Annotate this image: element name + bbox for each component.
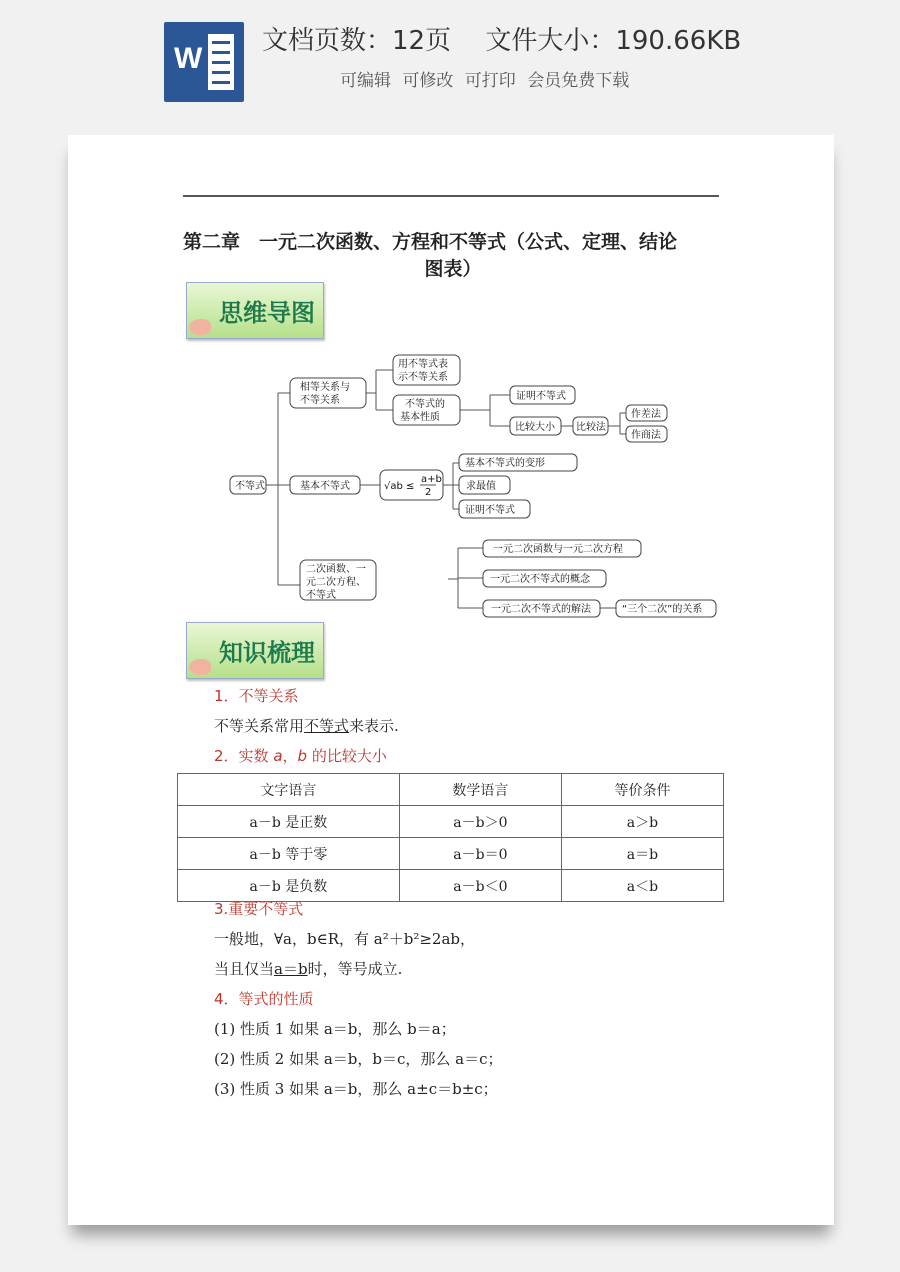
document-info-subtitle: 可编辑 可修改 可打印 会员免费下载 [340,71,630,91]
header-rule [183,195,719,197]
table-cell: a－b 是负数 [178,870,400,902]
svg-text:比较法: 比较法 [576,422,606,433]
word-document-icon: W [164,22,244,102]
chapter-title: 第二章 一元二次函数、方程和不等式（公式、定理、结论 图表） [183,231,678,280]
pointing-hand-icon [189,319,211,335]
table-cell: a＞b [561,806,723,838]
table-cell: a－b＝0 [399,838,561,870]
table-cell: a＜b [561,870,723,902]
svg-text:作差法: 作差法 [631,409,661,420]
svg-text:二次函数、一: 二次函数、一 [306,564,366,575]
table-cell: a－b 是正数 [178,806,400,838]
table-cell: a－b＜0 [399,870,561,902]
table-cell: a＝b [561,838,723,870]
section-2-heading: 2．实数 a，b 的比较大小 [214,747,387,765]
svg-text:基本不等式: 基本不等式 [300,481,350,492]
section-1-heading: 1．不等关系 [214,687,299,705]
table-header-cell: 等价条件 [561,774,723,806]
svg-text:证明不等式: 证明不等式 [516,391,566,402]
svg-text:一元二次不等式的解法: 一元二次不等式的解法 [491,604,591,615]
pointing-hand-icon [189,659,211,675]
document-page [68,135,834,1225]
svg-text:用不等式表: 用不等式表 [398,359,448,370]
section-3-line-2: 当且仅当a＝b时，等号成立. [214,960,403,978]
table-row [178,838,724,870]
svg-text:作商法: 作商法 [631,430,661,441]
section-4-heading: 4．等式的性质 [214,990,314,1008]
table-row [178,870,724,902]
svg-text:比较大小: 比较大小 [515,422,555,433]
property-item: (3) 性质 3 如果 a＝b，那么 a±c＝b±c； [214,1080,498,1098]
svg-text:“三个二次”的关系: “三个二次”的关系 [622,604,703,615]
svg-text:证明不等式: 证明不等式 [465,505,515,516]
svg-text:√ab ≤: √ab ≤ [384,481,415,492]
svg-text:一元二次不等式的概念: 一元二次不等式的概念 [490,574,590,585]
document-info-title: 文档页数：12页 文件大小：190.66KB [262,26,742,56]
svg-text:2: 2 [425,487,432,498]
table-row [178,806,724,838]
svg-text:不等式的: 不等式的 [405,399,445,410]
section-3-line-1: 一般地，∀a，b∈R，有 a²＋b²≥2ab， [214,930,475,948]
section-1-text: 不等关系常用不等式来表示. [214,717,399,735]
comparison-table [177,773,724,902]
section-3-heading: 3.重要不等式 [214,900,304,918]
table-header-row [178,774,724,806]
table-cell: a－b 等于零 [178,838,400,870]
svg-text:一元二次函数与一元二次方程: 一元二次函数与一元二次方程 [493,544,623,555]
svg-text:基本不等式的变形: 基本不等式的变形 [465,458,545,469]
svg-text:不等式: 不等式 [306,590,336,601]
property-item: (2) 性质 2 如果 a＝b，b＝c，那么 a＝c； [214,1050,503,1068]
svg-text:元二次方程、: 元二次方程、 [306,577,366,588]
svg-text:示不等关系: 示不等关系 [398,372,448,383]
table-header-cell: 文字语言 [178,774,400,806]
svg-text:a+b: a+b [421,474,442,485]
table-header-cell: 数学语言 [399,774,561,806]
svg-text:相等关系与: 相等关系与 [300,382,350,393]
mind-map [228,350,748,625]
knowledge-badge: 知识梳理 [186,622,324,679]
mindmap-badge: 思维导图 [186,282,324,339]
table-cell: a－b＞0 [399,806,561,838]
svg-text:求最值: 求最值 [466,481,496,492]
svg-text:基本性质: 基本性质 [400,412,440,423]
property-item: (1) 性质 1 如果 a＝b，那么 b＝a； [214,1020,456,1038]
svg-text:不等式: 不等式 [235,481,265,492]
svg-text:不等关系: 不等关系 [300,395,340,406]
